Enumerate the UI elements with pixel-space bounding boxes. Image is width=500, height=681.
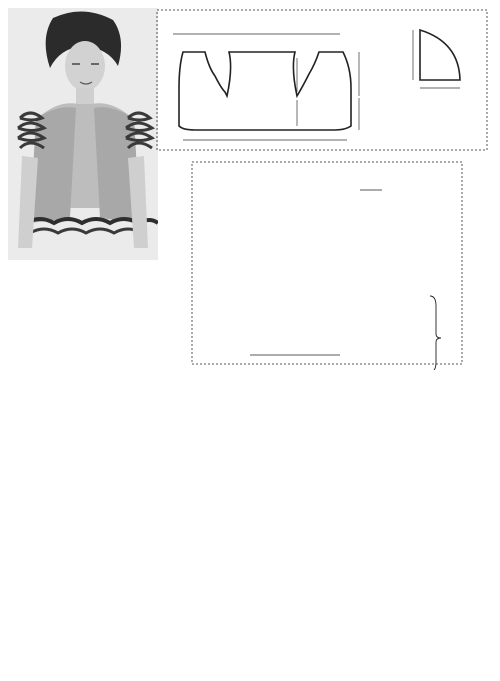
stitch-chart	[190, 160, 490, 370]
model-photo	[8, 8, 158, 260]
article-title	[10, 263, 195, 274]
pattern-schema	[155, 8, 490, 158]
sleeve-outline	[420, 30, 460, 80]
garment-outline	[179, 52, 351, 130]
